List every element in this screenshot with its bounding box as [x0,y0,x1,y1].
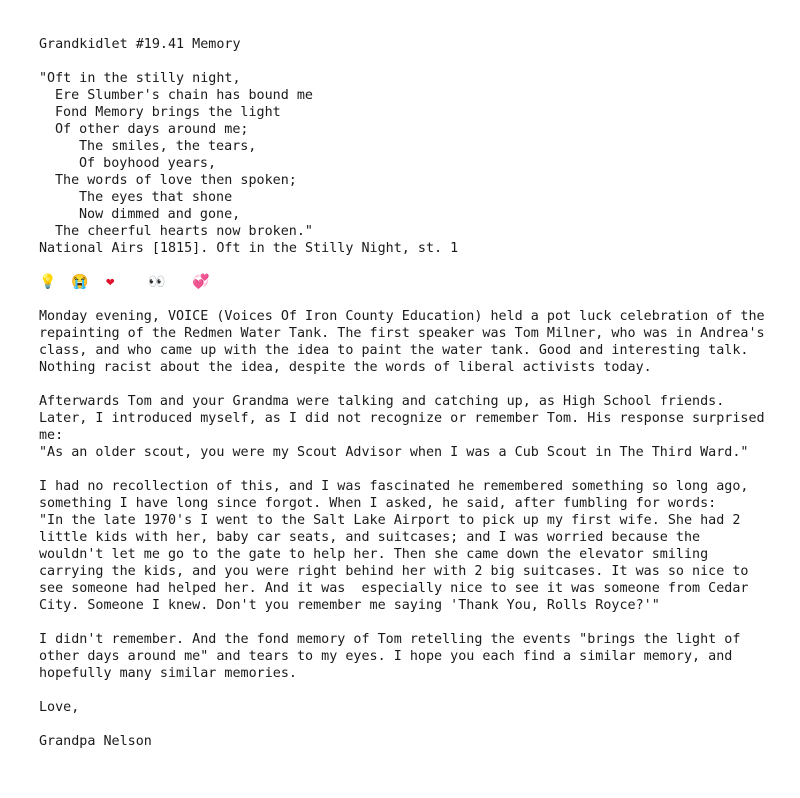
poem-line: Of boyhood years, [79,156,217,171]
poem-line: The smiles, the tears, [79,139,257,154]
document-title: Grandkidlet #19.41 Memory [39,37,241,52]
spacer [39,53,779,70]
spacer [39,682,779,699]
closing: Love, [39,700,80,715]
emoji-row [39,274,779,291]
spacer [39,291,779,308]
poem-line: Now dimmed and gone, [79,207,241,222]
paragraph-line: I didn't remember. And the fond memory of Tom retelling the events "brings the light of [39,632,741,647]
poem-line: Of other days around me; [55,122,249,137]
poem-line: The eyes that shone [79,190,233,205]
paragraph-line: other days around me" and tears to my eyes. I hope you each find a similar memory, and [39,649,733,664]
spacer [39,461,779,478]
paragraph-1 [39,308,779,376]
paragraph-2 [39,393,779,461]
spacer [39,614,779,631]
paragraph-line: "As an older scout, you were my Scout Advisor when I was a Cub Scout in The Third Ward." [39,445,749,460]
poem-line: Ere Slumber's chain has bound me [55,88,313,103]
document [39,36,779,750]
poem-block [39,70,779,240]
poem-line: "Oft in the stilly night, [39,71,241,86]
paragraph-line: Afterwards Tom and your Grandma were talking and catching up, as High School friends. [39,394,725,409]
paragraph-line: hopefully many similar memories. [39,666,297,681]
paragraph-line: little kids with her, baby car seats, and suitcases; and I was worried because the [39,530,701,545]
paragraph-line: Later, I introduced myself, as I did not recognize or remember Tom. His response surprised [39,411,765,426]
revolving-hearts-icon: 💞 [192,274,210,290]
paragraph-4 [39,631,779,682]
paragraph-line: Nothing racist about the idea, despite the words of liberal activists today. [39,360,652,375]
poem-citation: National Airs [1815]. Oft in the Stilly Night, st. 1 [39,241,459,256]
poem-line: The words of love then spoken; [55,173,297,188]
spacer [39,716,779,733]
poem-line: Fond Memory brings the light [55,105,281,120]
lightbulb-icon: 💡 [39,274,57,290]
paragraph-3 [39,478,779,614]
spacer [39,257,779,274]
paragraph-line: "In the late 1970's I went to the Salt Lake Airport to pick up my first wife. She had 2 [39,513,741,528]
eyes-icon: 👀 [148,274,166,290]
paragraph-line: see someone had helped her. And it was especially nice to see it was someone from Cedar [39,581,749,596]
paragraph-line: something I have long since forgot. When I asked, he said, after fumbling for words: [39,496,717,511]
paragraph-line: repainting of the Redmen Water Tank. The first speaker was Tom Milner, who was in Andrea's [39,326,765,341]
paragraph-line: carrying the kids, and you were right behind her with 2 big suitcases. It was so nice to [39,564,749,579]
signature: Grandpa Nelson [39,734,152,749]
crying-face-icon: 😭 [71,274,89,290]
paragraph-line: class, and who came up with the idea to paint the water tank. Good and interesting talk. [39,343,749,358]
poem-line: The cheerful hearts now broken." [55,224,313,239]
red-heart-icon: ❤ [106,274,115,290]
paragraph-line: I had no recollection of this, and I was fascinated he remembered something so long ago, [39,479,749,494]
paragraph-line: Monday evening, VOICE (Voices Of Iron County Education) held a pot luck celebration of the [39,309,765,324]
paragraph-line: me: [39,428,64,443]
paragraph-line: wouldn't let me go to the gate to help her. Then she came down the elevator smiling [39,547,709,562]
paragraph-line: City. Someone I knew. Don't you remember me saying 'Thank You, Rolls Royce?'" [39,598,660,613]
spacer [39,376,779,393]
